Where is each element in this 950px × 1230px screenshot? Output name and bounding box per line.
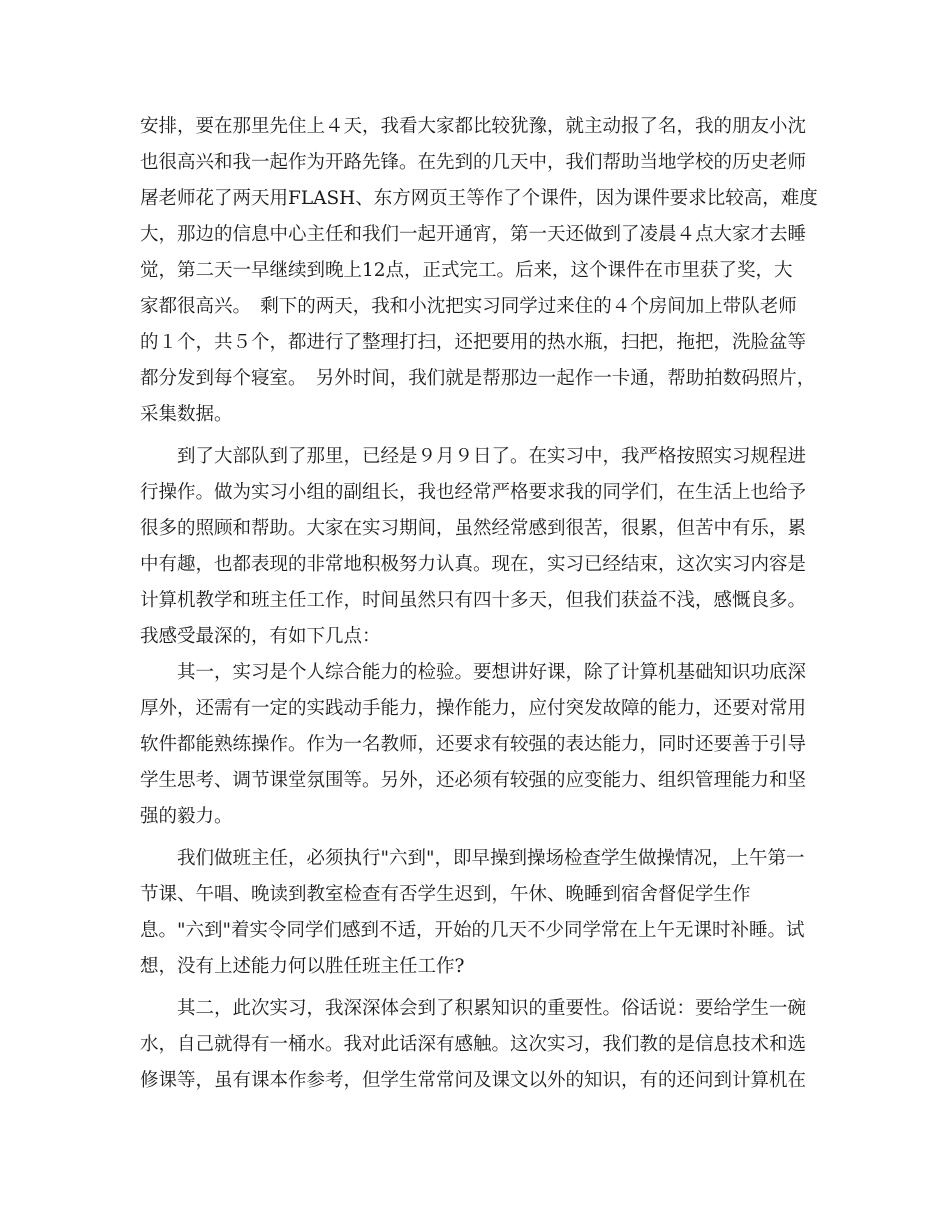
text-line: 学生思考、调节课堂氛围等。另外，还必须有较强的应变能力、组织管理能力和坚 (140, 770, 807, 791)
text-line: 家都很高兴。 剩下的两天，我和小沈把实习同学过来住的４个房间加上带队老师 (140, 296, 797, 317)
text-line: 采集数据。 (140, 404, 233, 425)
text-line: 想，没有上述能力何以胜任班主任工作? (140, 956, 465, 977)
text-line: 觉，第二天一早继续到晚上12点，正式完工。后来，这个课件在市里获了奖，大 (140, 260, 793, 281)
text-line: 都分发到每个寝室。 另外时间，我们就是帮那边一起作一卡通，帮助拍数码照片， (140, 368, 816, 389)
text-line: 软件都能熟练操作。作为一名教师，还要求有较强的表达能力，同时还要善于引导 (140, 734, 807, 755)
text-line: 我感受最深的，有如下几点： (140, 626, 381, 647)
text-line: 厚外，还需有一定的实践动手能力，操作能力，应付突发故障的能力，还要对常用 (140, 698, 807, 719)
text-line: 也很高兴和我一起作为开路先锋。在先到的几天中，我们帮助当地学校的历史老师 (140, 152, 807, 173)
paragraph-3 (140, 841, 820, 985)
text-line: 到了大部队到了那里，已经是９月９日了。在实习中，我严格按照实习规程进 (140, 446, 807, 467)
text-line: 安排，要在那里先住上４天，我看大家都比较犹豫，就主动报了名，我的朋友小沈 (140, 116, 807, 137)
text-line: 息。"六到"着实令同学们感到不适，开始的几天不少同学常在上午无课时补睡。试 (140, 920, 805, 941)
text-line: 屠老师花了两天用FLASH、东方网页王等作了个课件，因为课件要求比较高，难度 (140, 188, 818, 209)
text-line: 强的毅力。 (140, 806, 233, 827)
text-line: 行操作。做为实习小组的副组长，我也经常严格要求我的同学们，在生活上也给予 (140, 482, 807, 503)
paragraph-4 (140, 991, 820, 1099)
text-line: 修课等，虽有课本作参考，但学生常常问及课文以外的知识，有的还问到计算机在 (140, 1070, 807, 1091)
text-line: 大，那边的信息中心主任和我们一起开通宵，第一天还做到了凌晨４点大家才去睡 (140, 224, 807, 245)
text-line: 其二，此次实习，我深深体会到了积累知识的重要性。俗话说：要给学生一碗 (140, 998, 807, 1019)
text-line: 很多的照顾和帮助。大家在实习期间，虽然经常感到很苦，很累，但苦中有乐，累 (140, 518, 807, 539)
document-body (140, 109, 820, 1099)
text-line: 水，自己就得有一桶水。我对此话深有感触。这次实习，我们教的是信息技术和选 (140, 1034, 807, 1055)
text-line: 计算机教学和班主任工作，时间虽然只有四十多天，但我们获益不浅，感慨良多。 (140, 590, 807, 611)
paragraph-1 (140, 109, 820, 433)
text-line: 其一，实习是个人综合能力的检验。要想讲好课，除了计算机基础知识功底深 (140, 662, 807, 683)
text-line: 节课、午唱、晚读到教室检查有否学生迟到，午休、晚睡到宿舍督促学生作 (140, 884, 751, 905)
text-line: 的１个，共５个，都进行了整理打扫，还把要用的热水瓶，扫把，拖把，洗脸盆等 (140, 332, 807, 353)
text-line: 中有趣，也都表现的非常地积极努力认真。现在，实习已经结束，这次实习内容是 (140, 554, 807, 575)
text-line: 我们做班主任，必须执行"六到"，即早操到操场检查学生做操情况，上午第一 (140, 848, 805, 869)
paragraph-2 (140, 439, 820, 835)
